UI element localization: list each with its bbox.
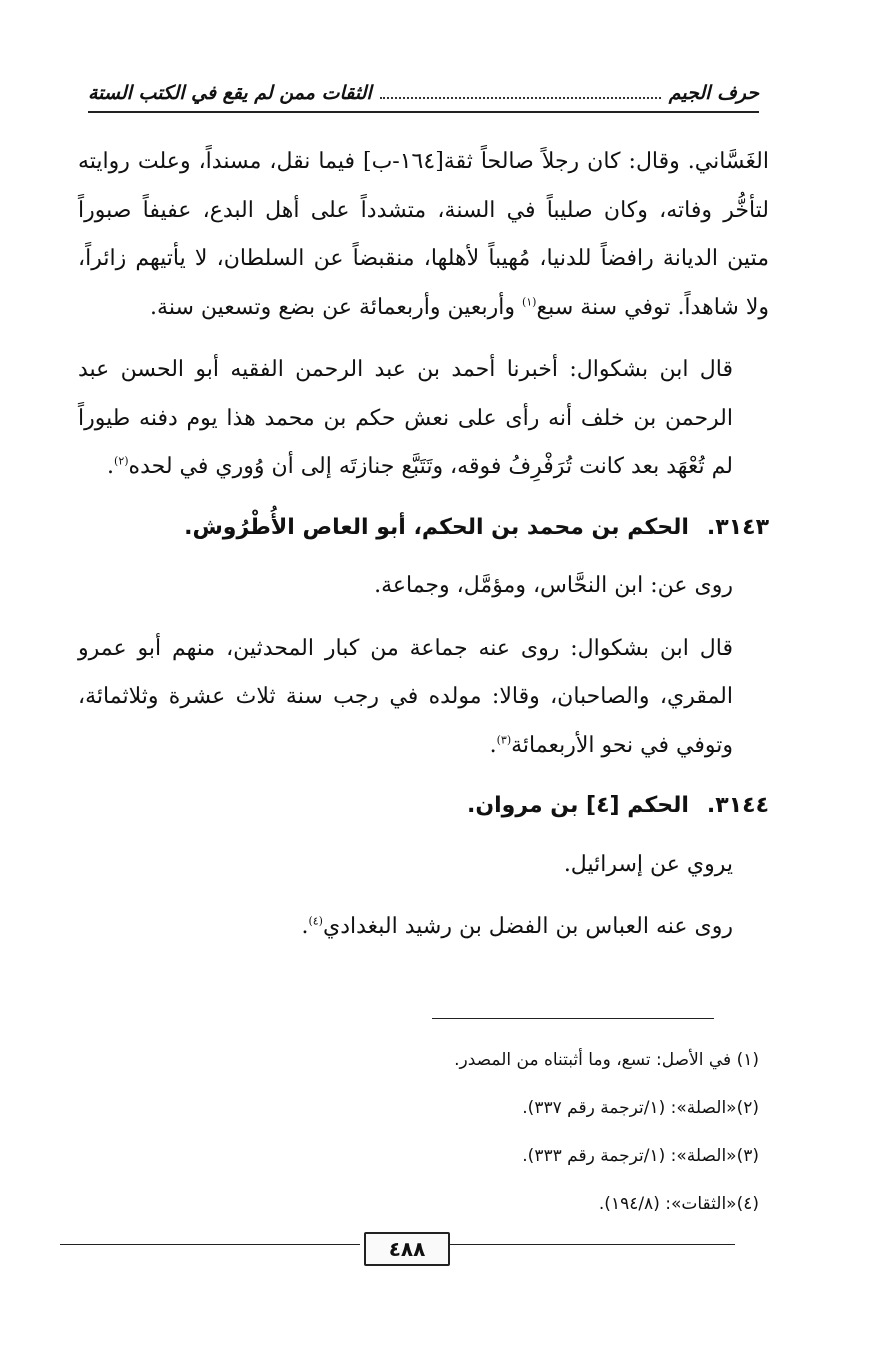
page-number: ٤٨٨ [364,1232,450,1266]
entry-number: ٣١٤٣. [706,514,769,540]
footnote-1: (١) في الأصل: تسع، وما أثبتناه من المصدر. [454,1050,759,1070]
footer-rule-right [450,1244,735,1245]
footnote-ref-4[interactable]: (٤) [308,914,323,928]
paragraph-biography: الغَسَّاني. وقال: كان رجلاً صالحاً ثقة[١٦٤-ب] فيما نقل، مسنداً، وعلت روايته لتأخُّر وفاته، وكان صليباً في السنة، متشدداً على أهل البدع، عفيفاً صبوراً متين الديانة رافضاً للدنيا، مُهيباً لأهلها، منقبضاً عن السلطان، لا يأتيهم زائراً، ولا شاهداً. توفي سنة سبع$^{(١)}$ وأربعين وأربعمائة عن بضع وتسعين سنة. [78,149,769,320]
entry-title: الحكم بن محمد بن الحكم، أبو العاص الأُطْرُوش. [184,514,689,540]
paragraph-narrators: قال ابن بشكوال: روى عنه جماعة من كبار المحدثين، منهم أبو عمرو المقري، والصاحبان، وقالا: مولده في رجب سنة ثلاث عشرة وثلاثمائة، وتوفي في نحو الأربعمائة$^{(٣)}$. [78,635,733,758]
entry-title: الحكم [٤] بن مروان. [466,793,689,818]
footnote-ref-2[interactable]: (٢) [114,454,129,468]
footnote-ref-3[interactable]: (٣) [496,733,512,747]
header-book-title: الثقات ممن لم يقع في الكتب الستة [88,82,372,104]
footnote-2: (٢)«الصلة»: (١/ترجمة رقم ٣٣٧). [522,1098,759,1118]
main-text [78,138,769,952]
page-footer [60,1232,735,1272]
footnote-3: (٣)«الصلة»: (١/ترجمة رقم ٣٣٣). [522,1146,759,1166]
entry-heading-3144 [78,782,769,831]
running-header [88,82,759,113]
paragraph-narrates-from: يروي عن إسرائيل. [563,851,733,877]
footnote-ref-1[interactable]: (١) [521,295,537,309]
entry-number: ٣١٤٤. [706,793,769,818]
footer-rule-left [60,1244,360,1245]
paragraph-narrated-from: روى عن: ابن النحَّاس، ومؤمَّل، وجماعة. [374,573,733,598]
footnote-4: (٤)«الثقات»: (١٩٤/٨). [598,1194,759,1214]
entry-heading-3143 [78,504,769,553]
footnotes [159,1036,759,1228]
footnote-separator [432,1018,714,1019]
paragraph-ibn-bashkuwal-report: قال ابن بشكوال: أخبرنا أحمد بن عبد الرحمن الفقيه أبو الحسن عبد الرحمن بن خلف أنه رأى على نعش حكم بن محمد هذا يوم دفنه طيوراً لم تُعْهَد بعد كانت تُرَفْرِفُ فوقه، وتَتَبَّع جنازتَه إلى أن وُوري في لحده$^{(٢)}$. [78,357,733,479]
paragraph-narrated-by: روى عنه العباس بن الفضل بن رشيد البغدادي$^{(٤)}$. [301,914,733,939]
header-dots [380,97,661,99]
header-chapter: حرف الجيم [668,82,759,104]
